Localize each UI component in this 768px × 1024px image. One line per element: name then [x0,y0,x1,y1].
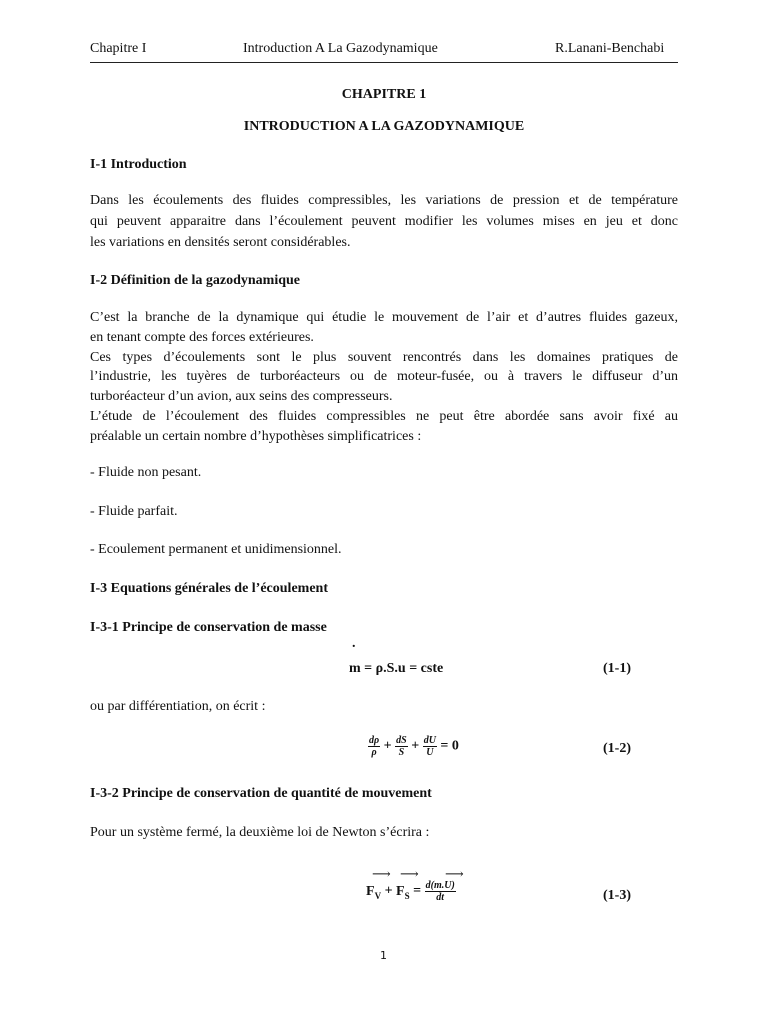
equals-sign: = [409,883,425,899]
header-chapter: Chapitre I [90,41,147,56]
equation-mass-flow: m = ρ.S.u = cste [349,661,444,676]
header-title: Introduction A La Gazodynamique [243,41,438,56]
definition-paragraph [90,308,678,447]
fraction-ds-s [395,735,408,758]
fraction-drho-rho [368,735,380,758]
header-rule [90,62,678,63]
plus-sign: + [383,738,392,754]
page-number: 1 [380,949,387,962]
section-heading-definition: I-2 Définition de la gazodynamique [90,273,301,288]
definition-line: en tenant compte des forces extérieures. [90,329,314,345]
fraction-denominator: S [398,747,405,758]
fraction-du-u [423,735,437,758]
chapter-label: CHAPITRE 1 [341,87,427,102]
fraction-numerator: dU [423,735,436,746]
plus-sign: + [381,883,397,899]
equation-number: (1-2) [603,741,631,756]
vector-arrow-icon: ⟶ [445,866,464,881]
fraction-denominator: dt [436,892,445,903]
differentiation-text: ou par différentiation, on écrit : [90,699,266,714]
mdot-dot: . [352,636,356,651]
hypothesis-item: - Fluide parfait. [90,504,178,519]
intro-paragraph [90,190,678,253]
fraction-numerator: dS [396,735,407,746]
header-author: R.Lanani-Benchabi [555,41,665,56]
section-heading-equations: I-3 Equations générales de l’écoulement [90,581,328,596]
newton-text: Pour un système fermé, la deuxième loi de Newton s’écrira : [90,825,430,840]
intro-line: qui peuvent apparaitre dans l’écoulement peuvent modifier les volumes mises en jeu et donc [90,214,678,229]
hypothesis-item: - Ecoulement permanent et unidimensionnel. [90,542,342,557]
fraction-dmu-dt [425,880,456,903]
definition-line: turboréacteur d’un avion, aux seins des compresseurs. [90,389,393,405]
vector-arrow-icon: ⟶ [400,866,419,881]
definition-line: L’étude de l’écoulement des fluides compressibles ne peut être abordée sans avoir fixé au [90,408,678,424]
intro-line: les variations en densités seront considérables. [90,235,351,250]
equation-number: (1-3) [603,888,631,903]
force-surface: $F_S$ [396,883,410,901]
intro-line: Dans les écoulements des fluides compressibles, les variations de pression et de température [90,193,678,208]
vector-arrow-icon: ⟶ [372,866,391,881]
section-heading-intro: I-1 Introduction [90,157,187,172]
definition-line: l’industrie, les tuyères de turboréacteurs ou de moteur-fusée, ou à travers le diffuseur d’un [90,369,678,385]
equals-zero: = 0 [440,738,459,754]
plus-sign: + [411,738,420,754]
fraction-denominator: ρ [371,747,377,758]
equation-differential-mass [368,735,459,758]
equation-number: (1-1) [603,661,631,676]
definition-line: C’est la branche de la dynamique qui étudie le mouvement de l’air et d’autres fluides gazeux, [90,310,678,325]
subsection-heading-mass: I-3-1 Principe de conservation de masse [90,620,327,635]
fraction-denominator: U [426,747,434,758]
chapter-title: INTRODUCTION A LA GAZODYNAMIQUE [243,119,525,134]
equation-newton [366,880,456,903]
definition-line: préalable un certain nombre d’hypothèses simplificatrices : [90,428,422,444]
hypothesis-item: - Fluide non pesant. [90,465,202,480]
fraction-numerator: d(m.U) [425,880,455,891]
definition-line: Ces types d’écoulements sont le plus souvent rencontrés dans les domaines pratiques de [90,349,678,365]
subsection-heading-momentum: I-3-2 Principe de conservation de quantité de mouvement [90,786,432,801]
fraction-numerator: dρ [369,735,380,746]
force-volume: $F_V$ [366,883,382,901]
